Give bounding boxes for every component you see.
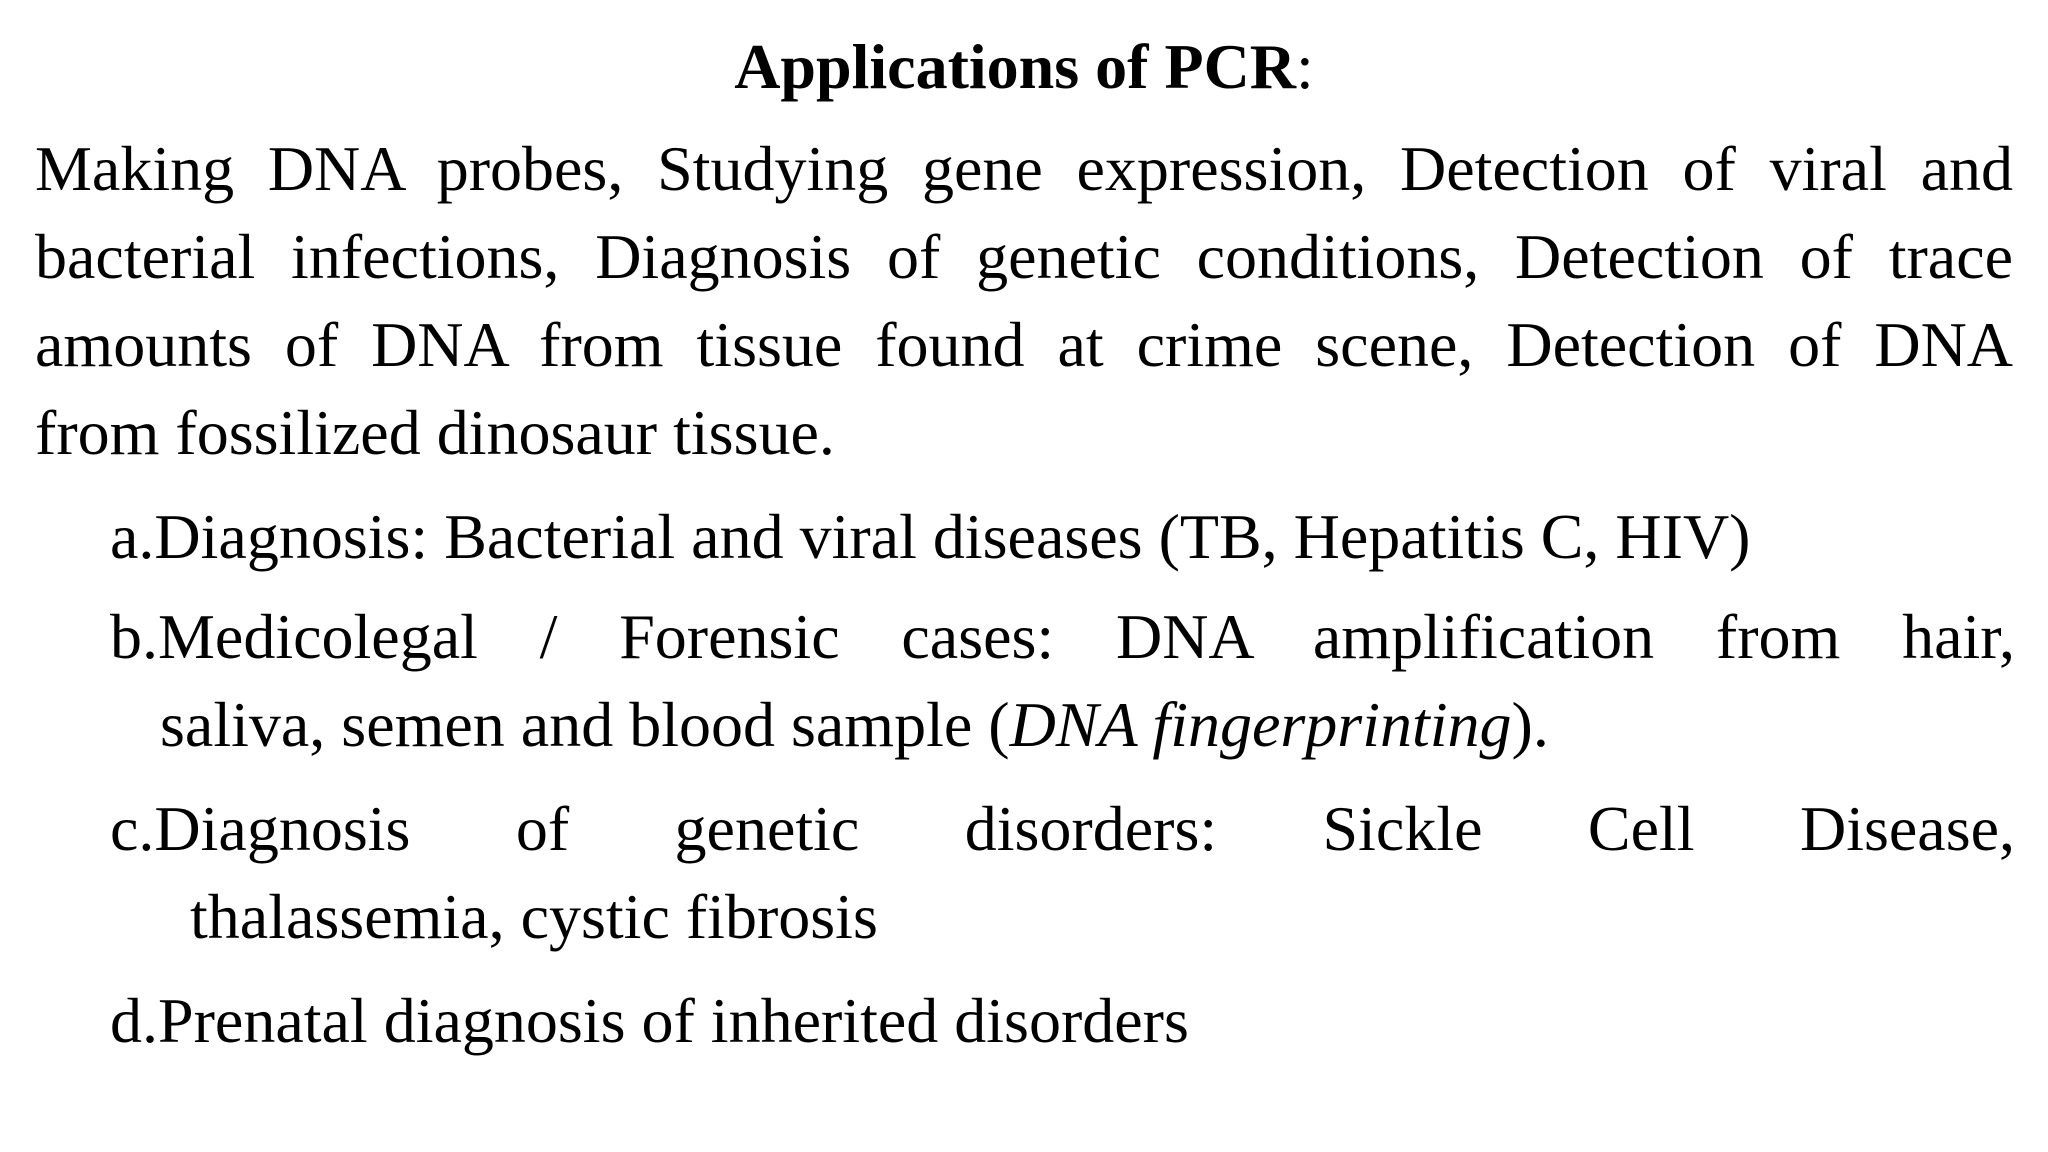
intro-line-1: Making DNA probes, Studying gene expression, Detection of viral and xyxy=(35,133,2013,204)
list-item-d xyxy=(110,977,2015,1065)
list-item-c-text-1: Diagnosis of genetic disorders: Sickle Cell Disease, xyxy=(154,793,2015,864)
list-item-a-text: Diagnosis: Bacterial and viral diseases (TB, Hepatitis C, HIV) xyxy=(154,501,1751,572)
title-colon: : xyxy=(1296,31,1314,102)
list-marker-c: c. xyxy=(110,793,155,864)
list-item-b-text-2-pre: saliva, semen and blood sample ( xyxy=(160,689,1010,760)
slide-title xyxy=(0,22,2048,112)
list-item-b-line-1 xyxy=(110,593,2015,681)
intro-line-4: from fossilized dinosaur tissue. xyxy=(35,397,835,468)
list-item-d-text: Prenatal diagnosis of inherited disorders xyxy=(158,985,1189,1056)
list-item-d-line xyxy=(110,977,2015,1065)
list-item-b-text-2-post: ). xyxy=(1511,689,1549,760)
list-item-c-line-1 xyxy=(110,785,2015,873)
list-item-a xyxy=(110,493,2015,581)
intro-line-2: bacterial infections, Diagnosis of genetic conditions, Detection of trace xyxy=(35,221,2013,292)
list-item-c xyxy=(110,785,2015,961)
list-item-a-line xyxy=(110,493,2015,581)
intro-line-3: amounts of DNA from tissue found at crime scene, Detection of DNA xyxy=(35,309,2013,380)
list-marker-b: b. xyxy=(110,601,158,672)
list-item-b xyxy=(110,593,2015,769)
list-item-b-text-2-italic: DNA fingerprinting xyxy=(1009,689,1512,760)
title-text: Applications of PCR xyxy=(734,31,1297,102)
list-item-c-line-2: thalassemia, cystic fibrosis xyxy=(190,881,878,952)
list-item-b-line-2 xyxy=(110,681,2015,769)
intro-paragraph xyxy=(35,125,2013,477)
list-marker-a: a. xyxy=(110,501,155,572)
list-item-b-text-1: Medicolegal / Forensic cases: DNA amplification from hair, xyxy=(158,601,2015,672)
list-marker-d: d. xyxy=(110,985,158,1056)
